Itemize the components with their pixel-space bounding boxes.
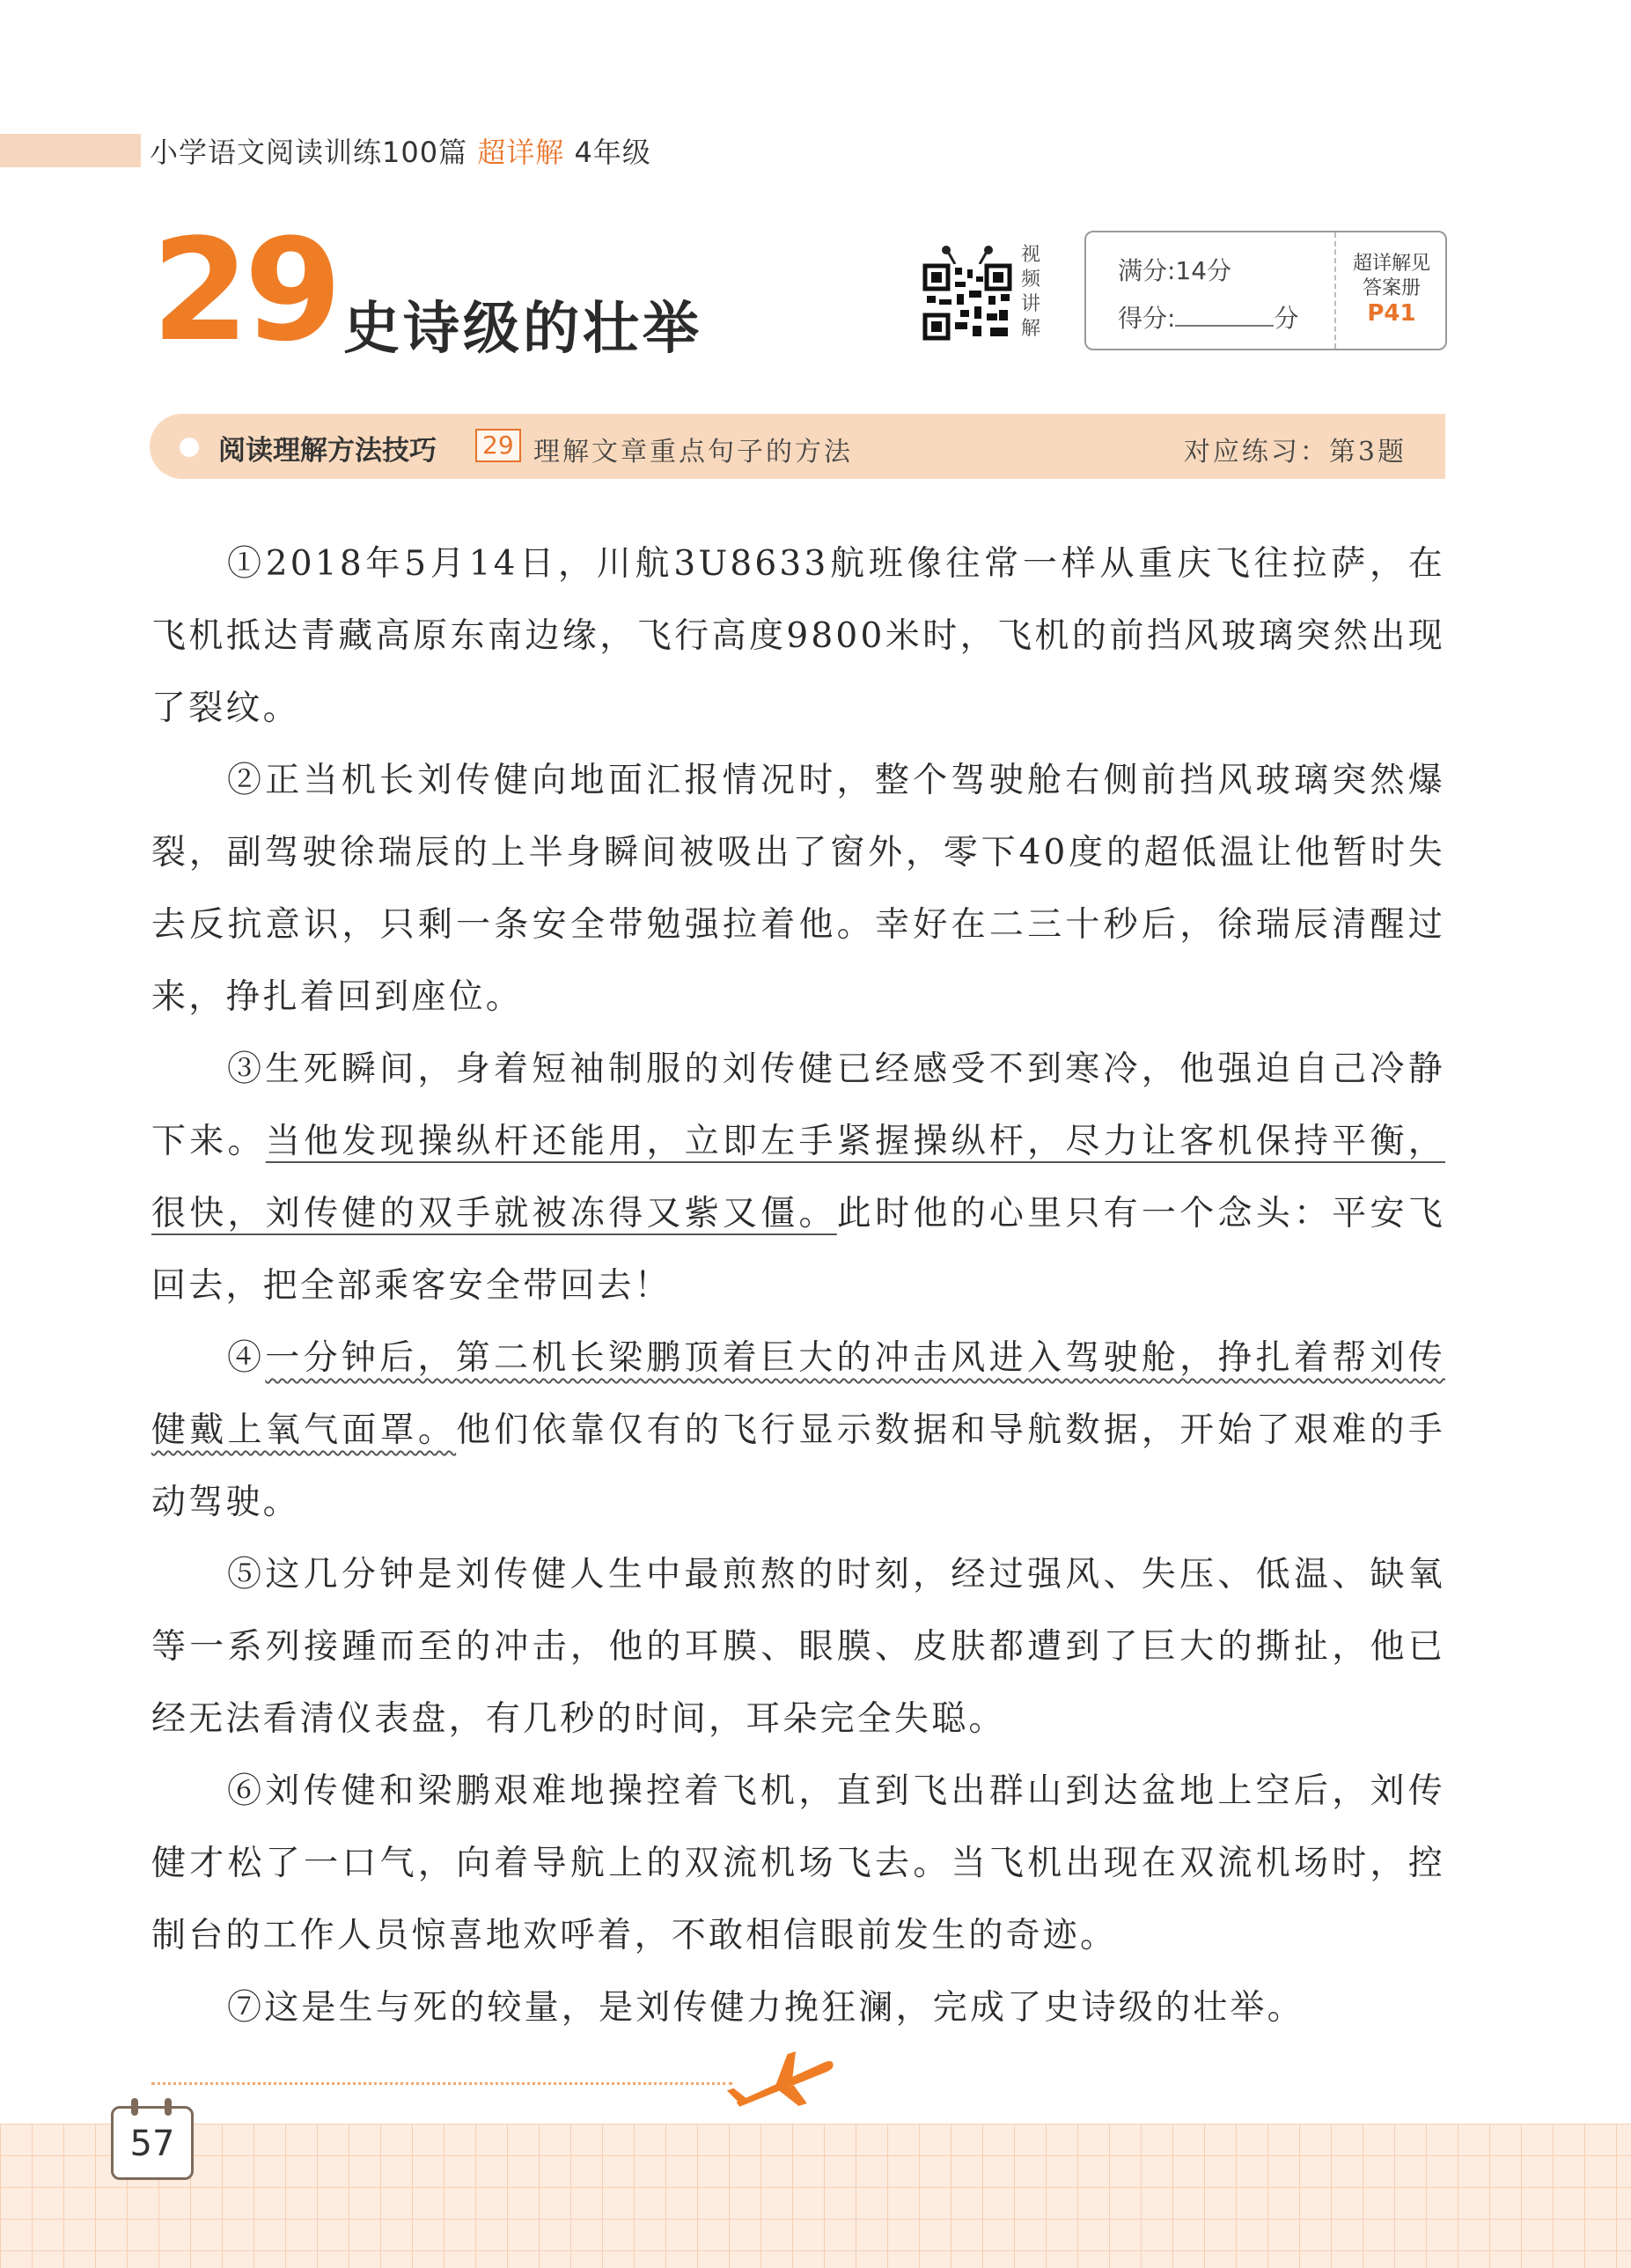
paragraph-6: ⑥刘传健和梁鹏艰难地操控着飞机，直到飞出群山到达盆地上空后，刘传健才松了一口气，向着导航上的双流机场飞去。当飞机出现在双流机场时，控制台的工作人员惊喜地欢呼着，不敢相信眼前发生的奇迹。 bbox=[151, 1771, 1445, 1955]
answer-page-ref: P41 bbox=[1367, 300, 1416, 327]
method-tip-bar bbox=[150, 414, 1445, 479]
underlined-sentence: 当他发现操纵杆还能用，立即左手紧握操纵杆，尽力让客机保持平衡，很快，刘传健的双手就被冻得又紫又僵。 bbox=[151, 1122, 1446, 1233]
paragraph-7: ⑦这是生与死的较量，是刘传健力挽狂澜，完成了史诗级的壮举。 bbox=[227, 1988, 1304, 2028]
calendar-ring-right bbox=[165, 2098, 172, 2116]
calendar-icon bbox=[111, 2106, 194, 2180]
score-field-label: 得分: bbox=[1118, 304, 1176, 333]
full-score: 满分:14分 bbox=[1118, 256, 1232, 285]
score-unit: 分 bbox=[1274, 304, 1299, 333]
paragraph-3 bbox=[151, 1034, 1445, 1322]
bullet-dot bbox=[180, 438, 199, 457]
method-label: 阅读理解方法技巧 bbox=[218, 435, 437, 467]
wavy-underlined-sentence: 一分钟后，第二机长梁鹏顶着巨大的冲击风进入驾驶舱，挣扎着帮刘传健戴上氧气面罩。 bbox=[151, 1338, 1446, 1450]
practice-reference: 对应练习：第3题 bbox=[1183, 437, 1407, 468]
paragraph-3-lead: ③生死瞬间，身着短袖制服的刘传健已经感受不到寒冷，他强迫自己冷静下来。 bbox=[151, 1049, 1445, 1161]
score-field[interactable] bbox=[1118, 299, 1298, 335]
paragraph-5: ⑤这几分钟是刘传健人生中最煎熬的时刻，经过强风、失压、低温、缺氧等一系列接踵而至的冲击，他的耳膜、眼膜、皮肤都遭到了巨大的撕扯，他已经无法看清仪表盘，有几秒的时间，耳朵完全失聪。 bbox=[151, 1555, 1445, 1739]
lesson-title: 史诗级的壮举 bbox=[343, 297, 702, 362]
calendar-ring-left bbox=[131, 2098, 138, 2116]
book-title-main: 小学语文阅读训练100篇 bbox=[150, 136, 468, 169]
book-title bbox=[150, 130, 651, 171]
score-box bbox=[1084, 231, 1447, 350]
page-number: 57 bbox=[129, 2124, 175, 2164]
header-accent-bar bbox=[0, 134, 141, 167]
article-body bbox=[151, 528, 1445, 2044]
paragraph-2: ②正当机长刘传健向地面汇报情况时，整个驾驶舱右侧前挡风玻璃突然爆裂，副驾驶徐瑞辰的上半身瞬间被吸出了窗外，零下40度的超低温让他暂时失去反抗意识，只剩一条安全带勉强拉着他。幸好在二三十秒后，徐瑞辰清醒过来，挣扎着回到座位。 bbox=[151, 761, 1445, 1017]
qr-code-icon[interactable] bbox=[920, 245, 1015, 342]
paragraph-3-tail: 此时他的心里只有一个念头：平安飞回去，把全部乘客安全带回去！ bbox=[151, 1194, 1445, 1306]
method-number: 29 bbox=[475, 429, 521, 462]
answer-reference bbox=[1340, 252, 1444, 326]
airplane-icon bbox=[724, 2047, 838, 2117]
answer-ref-line2: 答案册 bbox=[1362, 277, 1421, 299]
video-explanation-label: 视频讲解 bbox=[1021, 244, 1041, 340]
grade-label: 4年级 bbox=[574, 136, 651, 169]
score-divider bbox=[1334, 232, 1336, 349]
footer-grid bbox=[0, 2124, 1631, 2268]
answer-ref-line1: 超详解见 bbox=[1352, 253, 1430, 275]
paragraph-4-number: ④ bbox=[227, 1338, 266, 1378]
lesson-number: 29 bbox=[151, 208, 337, 372]
dotted-divider bbox=[151, 2082, 732, 2085]
paragraph-4 bbox=[151, 1322, 1445, 1539]
paragraph-4-tail: 他们依靠仅有的飞行显示数据和导航数据，开始了艰难的手动驾驶。 bbox=[151, 1410, 1445, 1522]
score-blank[interactable] bbox=[1175, 306, 1274, 327]
paragraph-1: ①2018年5月14日，川航3U8633航班像往常一样从重庆飞往拉萨，在飞机抵达青藏高原东南边缘，飞行高度9800米时，飞机的前挡风玻璃突然出现了裂纹。 bbox=[151, 544, 1445, 728]
book-title-accent: 超详解 bbox=[477, 136, 565, 169]
method-description: 理解文章重点句子的方法 bbox=[533, 437, 853, 468]
